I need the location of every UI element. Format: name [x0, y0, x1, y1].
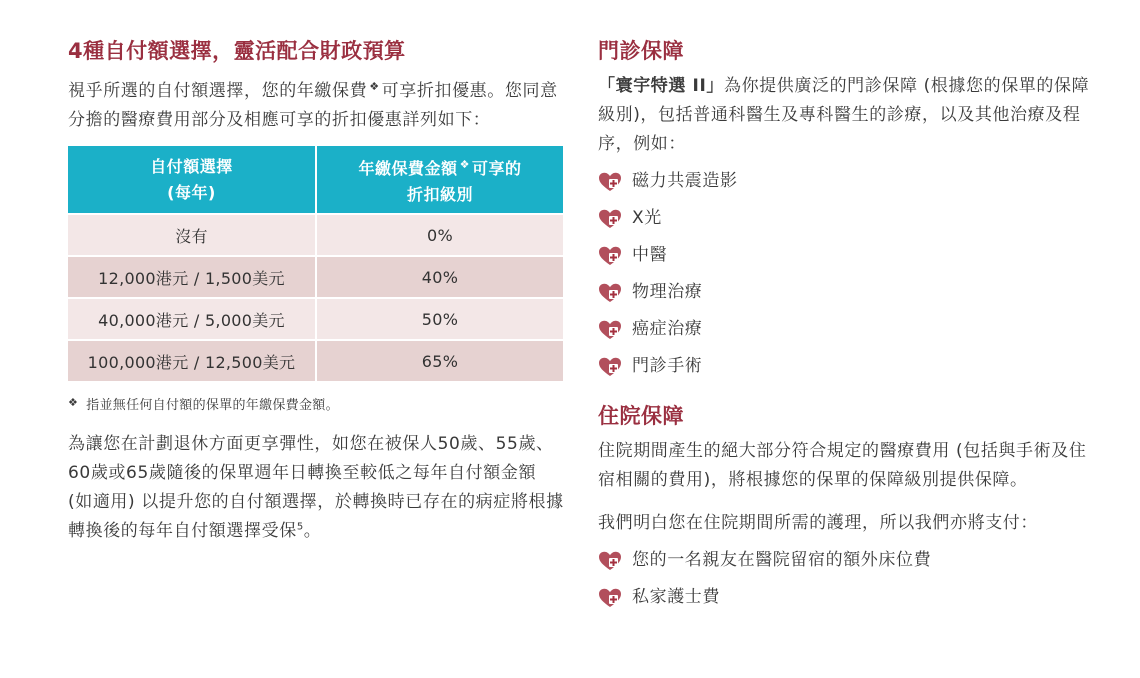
- inpatient-intro-2: 我們明白您在住院期間所需的護理，所以我們亦將支付：: [598, 513, 1038, 533]
- table-cell-option: 100,000港元 / 12,500美元: [68, 340, 316, 381]
- list-item-label: 中醫: [632, 245, 668, 265]
- list-item: [598, 200, 1103, 237]
- header-discount-text-a: 年繳保費金額: [358, 158, 458, 178]
- list-item: [598, 237, 1103, 274]
- list-item-label: 磁力共震造影: [632, 171, 738, 191]
- header-discount-line1: [323, 152, 557, 182]
- list-item-label: 私家護士費: [632, 587, 720, 607]
- deductible-intro: [68, 72, 565, 135]
- table-cell-option: 40,000港元 / 5,000美元: [68, 298, 316, 340]
- header-option-line1: 自付額選擇: [150, 156, 233, 176]
- list-item: [598, 311, 1103, 348]
- right-column: [598, 36, 1103, 616]
- list-item-label: 物理治療: [632, 282, 703, 302]
- heart-plus-icon: [598, 209, 622, 229]
- diamond-quad-icon: ❖: [459, 157, 470, 171]
- table-header-row: [68, 146, 563, 214]
- list-item: [598, 579, 1103, 616]
- left-column: [68, 36, 565, 546]
- table-header-discount: [316, 146, 563, 214]
- inpatient-list: [598, 542, 1103, 616]
- table-cell-discount: 40%: [316, 256, 563, 298]
- outpatient-text: 為你提供廣泛的門診保障 (根據您的保單的保障級別)，包括普通科醫生及專科醫生的診療，以及其他治療及程序，例如：: [598, 76, 1090, 154]
- heart-plus-icon: [598, 320, 622, 340]
- outpatient-section-title: 門診保障: [598, 39, 684, 63]
- table-cell-option: 沒有: [68, 214, 316, 256]
- table-footnote: [68, 393, 565, 416]
- footnote-text: 指並無任何自付額的保單的年繳保費金額。: [86, 398, 339, 413]
- conversion-text: 為讓您在計劃退休方面更享彈性，如您在被保人50歲、55歲、60歲或65歲隨後的保單週年日轉換至較低之每年自付額金額 (如適用) 以提升您的自付額選擇，於轉換時已存在的病症將根據轉換後的每年自付額選擇受保: [68, 434, 564, 541]
- table-cell-discount: 50%: [316, 298, 563, 340]
- diamond-quad-icon: ❖: [68, 396, 79, 409]
- heart-plus-icon: [598, 246, 622, 266]
- list-item: [598, 163, 1103, 200]
- list-item: [598, 348, 1103, 385]
- list-item-label: X光: [632, 208, 662, 228]
- heart-plus-icon: [598, 357, 622, 377]
- header-discount-line2: 折扣級別: [406, 184, 473, 204]
- outpatient-intro: [598, 72, 1103, 159]
- heart-plus-icon: [598, 551, 622, 571]
- inpatient-intro: 住院期間產生的絕大部分符合規定的醫療費用 (包括與手術及住宿相關的費用)，將根據您的保單的保障級別提供保障。: [598, 441, 1087, 490]
- table-row: [68, 256, 563, 298]
- list-item: [598, 542, 1103, 579]
- list-item: [598, 274, 1103, 311]
- intro-text-a: 視乎所選的自付額選擇，您的年繳保費: [68, 81, 368, 101]
- deductible-table: [68, 146, 563, 381]
- footnote-ref: 5: [296, 521, 304, 533]
- deductible-conversion-paragraph: [68, 430, 565, 546]
- plan-name: 「寰宇特選 II」: [598, 76, 724, 96]
- list-item-label: 癌症治療: [632, 319, 703, 339]
- diamond-quad-icon: ❖: [369, 80, 380, 93]
- inpatient-section-title: 住院保障: [598, 404, 684, 428]
- table-cell-option: 12,000港元 / 1,500美元: [68, 256, 316, 298]
- table-cell-discount: 0%: [316, 214, 563, 256]
- table-cell-discount: 65%: [316, 340, 563, 381]
- table-row: [68, 298, 563, 340]
- list-item-label: 您的一名親友在醫院留宿的額外床位費: [632, 550, 932, 570]
- list-item-label: 門診手術: [632, 356, 703, 376]
- header-discount-text-b: 可享的: [471, 158, 522, 178]
- heart-plus-icon: [598, 172, 622, 192]
- intro-text-b: 可享折扣優惠。您同意分擔的醫療費用部分及相應可享的折扣優惠詳列如下：: [68, 81, 558, 130]
- table-header-option: [68, 146, 316, 214]
- table-row: [68, 214, 563, 256]
- conversion-text-end: 。: [303, 521, 322, 541]
- heart-plus-icon: [598, 588, 622, 608]
- heart-plus-icon: [598, 283, 622, 303]
- table-row: [68, 340, 563, 381]
- deductible-section-title: 4種自付額選擇，靈活配合財政預算: [68, 39, 406, 63]
- header-option-line2: (每年): [167, 182, 216, 202]
- outpatient-list: [598, 163, 1103, 385]
